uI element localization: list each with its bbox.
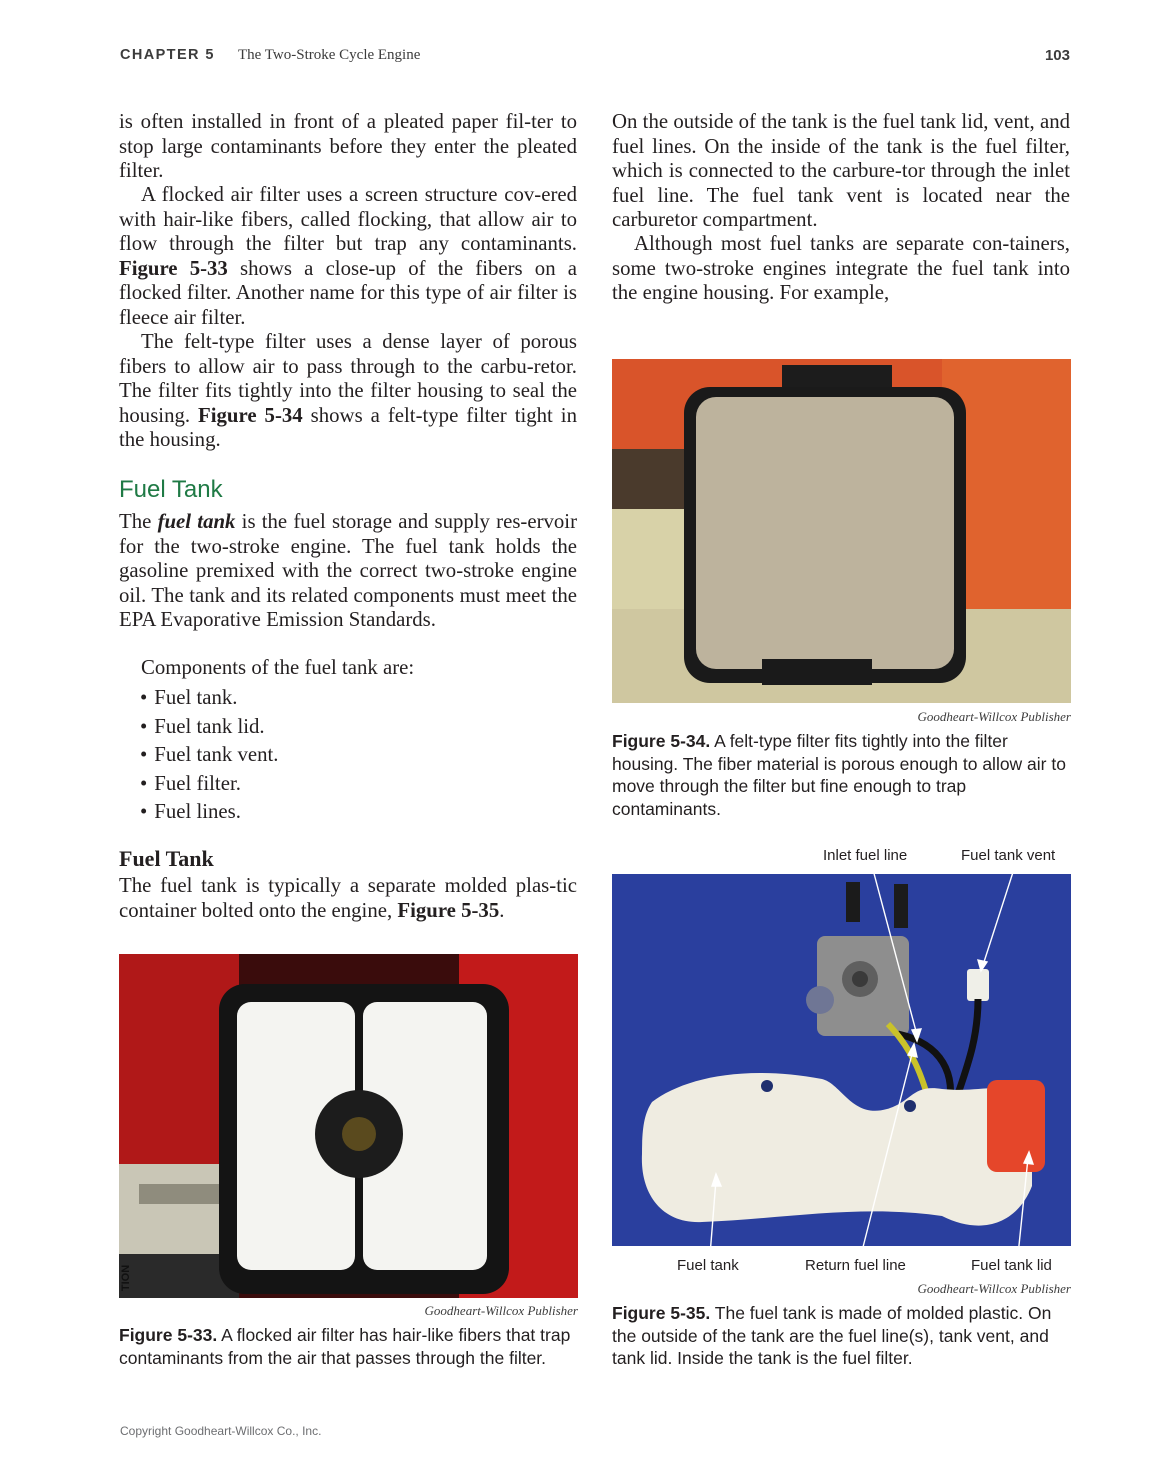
- chapter-label: CHAPTER 5: [120, 47, 215, 63]
- paragraph-1: is often installed in front of a pleated paper fil-ter to stop large contaminants before they enter the pleated filter.: [119, 110, 577, 182]
- figure-ref-5-35: Figure 5-35: [397, 898, 500, 922]
- figure-5-33-photo: [119, 954, 578, 1298]
- components-list: [140, 684, 278, 827]
- copyright-footer: Copyright Goodheart-Willcox Co., Inc.: [120, 1424, 322, 1438]
- page-number: 103: [1044, 47, 1070, 64]
- figure-5-34-caption: Figure 5-34. A felt-type filter fits tightly into the filter housing. The fiber material is porous enough to allow air to move through the filter but fine enough to trap contaminants.: [612, 731, 1066, 819]
- list-item: • Fuel filter.: [140, 770, 278, 799]
- subheading-fuel-tank: Fuel Tank: [119, 846, 214, 871]
- list-item: • Fuel tank lid.: [140, 713, 278, 742]
- callout-return-fuel-line: Return fuel line: [805, 1257, 906, 1274]
- paragraph-integrated-tanks: Although most fuel tanks are separate con-tainers, some two-stroke engines integrate the fuel tank into the engine housing. For example,: [612, 232, 1070, 304]
- list-item: • Fuel lines.: [140, 798, 278, 827]
- figure-5-34-photo: [612, 359, 1071, 703]
- paragraph-flocked-filter: A flocked air filter uses a screen structure cov-ered with hair-like fibers, called flocking, that allow air to flow through the filter but trap any contaminants. Figure 5-33 shows a close-up of the fibers on a flocked filter. Another name for this type of air filter is fleece air filter.: [119, 183, 577, 329]
- paragraph-felt-filter: The felt-type filter uses a dense layer of porous fibers to allow air to pass through to the carbu-retor. The filter fits tightly into the filter housing to seal the housing. Figure 5-34 shows a felt-type filter tight in the housing.: [119, 330, 577, 451]
- paragraph-fuel-tank-separate: The fuel tank is typically a separate molded plas-tic container bolted onto the engine, Figure 5-35.: [119, 874, 577, 922]
- paragraph-fuel-tank-definition: The fuel tank is the fuel storage and supply res-ervoir for the two-stroke engine. The fuel tank holds the gasoline premixed with the correct two-stroke engine oil. The tank and its related components must meet the EPA Evaporative Emission Standards.: [119, 510, 577, 631]
- figure-5-34-credit: Goodheart-Willcox Publisher: [917, 709, 1071, 724]
- callout-fuel-tank: Fuel tank: [677, 1257, 739, 1274]
- figure-5-35-photo: [612, 874, 1071, 1246]
- chapter-title: The Two-Stroke Cycle Engine: [238, 47, 421, 63]
- figure-5-33-caption: Figure 5-33. A flocked air filter has hair-like fibers that trap contaminants from the air that passes through the filter.: [119, 1325, 571, 1368]
- list-item: • Fuel tank vent.: [140, 741, 278, 770]
- photo-engine-label: TION: [120, 1264, 133, 1292]
- section-heading-fuel-tank: Fuel Tank: [119, 476, 223, 503]
- callout-inlet-fuel-line: Inlet fuel line: [823, 847, 908, 864]
- figure-ref-5-33: Figure 5-33: [119, 256, 228, 280]
- list-item: • Fuel tank.: [140, 684, 278, 713]
- figure-5-35-credit: Goodheart-Willcox Publisher: [917, 1281, 1071, 1296]
- paragraph-tank-outside: On the outside of the tank is the fuel tank lid, vent, and fuel lines. On the inside of the tank is the fuel filter, which is connected to the carbure-tor through the inlet fuel line. The fuel tank vent is located near the carburetor compartment.: [612, 110, 1070, 231]
- figure-5-35-caption: Figure 5-35. The fuel tank is made of molded plastic. On the outside of the tank are the fuel line(s), tank vent, and tank lid. Inside the tank is the fuel filter.: [612, 1303, 1052, 1368]
- figure-ref-5-34: Figure 5-34: [198, 403, 303, 427]
- callout-fuel-tank-lid: Fuel tank lid: [971, 1257, 1052, 1274]
- paragraph-components-intro: Components of the fuel tank are:: [141, 656, 415, 679]
- callout-fuel-tank-vent: Fuel tank vent: [961, 847, 1056, 864]
- key-term-fuel-tank: fuel tank: [157, 510, 236, 533]
- figure-5-33-credit: Goodheart-Willcox Publisher: [424, 1303, 578, 1318]
